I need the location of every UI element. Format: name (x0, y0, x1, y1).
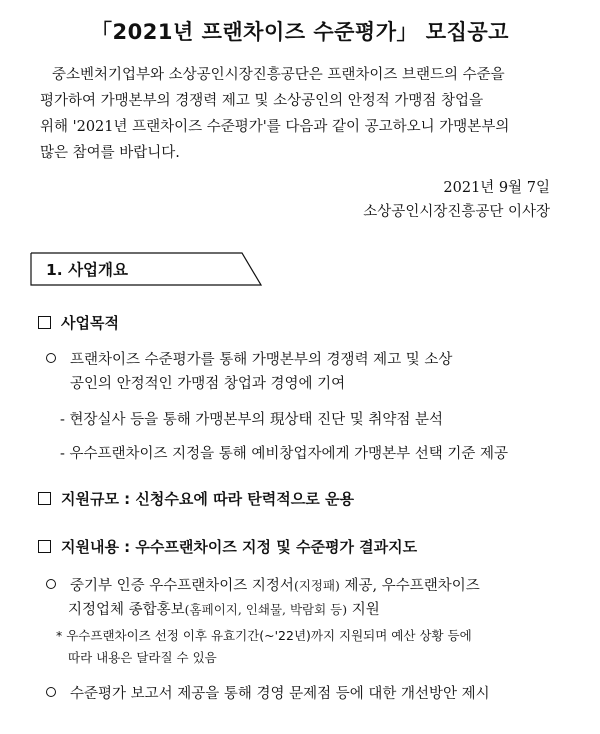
content-bullet-text: 제공, 우수프랜차이즈 (339, 578, 480, 594)
purpose-heading-text: 사업목적 (61, 314, 119, 332)
content-bullet (46, 682, 490, 703)
content-bullet-text: 중기부 인증 우수프랜차이즈 지정서 (70, 578, 294, 594)
purpose-bullet-cont: 공인의 안정적인 가맹점 창업과 경영에 기여 (70, 376, 346, 392)
checkbox-square-icon (38, 540, 51, 553)
purpose-bullet-text: 프랜차이즈 수준평가를 통해 가맹본부의 경쟁력 제고 및 소상 (70, 352, 453, 368)
section-title: 1. 사업개요 (46, 261, 128, 279)
purpose-bullet (46, 348, 452, 369)
content-bullet-paren: (지정패) (293, 578, 340, 593)
content-bullet (46, 574, 480, 595)
content-bullet-text: 지정업체 종합홍보 (68, 602, 185, 618)
content-note: * 우수프랜차이즈 선정 이후 유효기간(~'22년)까지 지원되며 예산 상황 등에 (56, 628, 472, 643)
purpose-dash-item: - 우수프랜차이즈 지정을 통해 예비창업자에게 가맹본부 선택 기준 제공 (60, 446, 508, 462)
intro-line: 위해 '2021년 프랜차이즈 수준평가'를 다음과 같이 공고하오니 가맹본부의 (40, 119, 510, 135)
issuer: 소상공인시장진흥공단 이사장 (363, 204, 550, 220)
content-bullet-cont (68, 598, 380, 619)
purpose-dash-item: - 현장실사 등을 통해 가맹본부의 現상태 진단 및 취약점 분석 (60, 412, 444, 428)
circle-bullet-icon (46, 579, 56, 589)
content-heading-text: 지원내용 : 우수프랜차이즈 지정 및 수준평가 결과지도 (61, 538, 418, 556)
intro-line: 많은 참여를 바랍니다. (40, 145, 180, 161)
checkbox-square-icon (38, 316, 51, 329)
scale-heading (38, 488, 354, 509)
purpose-heading (38, 312, 119, 333)
circle-bullet-icon (46, 353, 56, 363)
intro-line: 평가하여 가맹본부의 경쟁력 제고 및 소상공인의 안정적 가맹점 창업을 (40, 93, 484, 109)
intro-line: 중소벤처기업부와 소상공인시장진흥공단은 프랜차이즈 브랜드의 수준을 (52, 67, 505, 83)
circle-bullet-icon (46, 687, 56, 697)
checkbox-square-icon (38, 492, 51, 505)
section-header (30, 252, 262, 286)
scale-heading-text: 지원규모 : 신청수요에 따라 탄력적으로 운용 (61, 490, 354, 508)
content-heading (38, 536, 417, 557)
content-bullet-text: 수준평가 보고서 제공을 통해 경영 문제점 등에 대한 개선방안 제시 (70, 686, 490, 702)
content-note-cont: 따라 내용은 달라질 수 있음 (68, 650, 217, 665)
content-bullet-paren: (홈페이지, 인쇄물, 박람회 등) (184, 602, 348, 617)
announcement-date: 2021년 9월 7일 (443, 180, 550, 196)
intro-paragraph (40, 62, 555, 166)
content-bullet-text: 지원 (347, 602, 380, 618)
page-title: 「2021년 프랜차이즈 수준평가」 모집공고 (91, 20, 509, 44)
